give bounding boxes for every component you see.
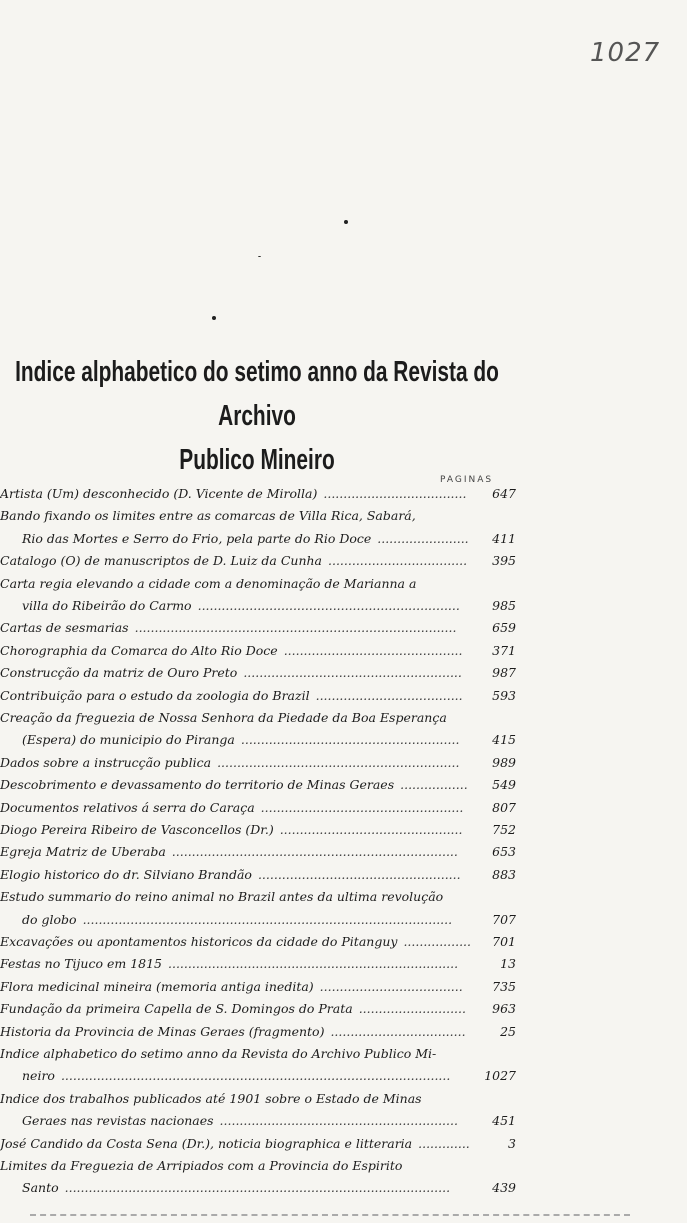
index-entry-page: 963 — [492, 1001, 516, 1017]
index-entry — [0, 822, 520, 844]
index-entry-page: 987 — [492, 665, 516, 681]
index-entry-page: 371 — [492, 642, 516, 658]
index-entry-text: Catalogo (O) de manuscriptos de D. Luiz da Cunha — [0, 553, 322, 569]
title-line-1: Indice alphabetico do setimo anno da Revista do Archivo — [15, 356, 499, 432]
index-entry-page: 549 — [492, 777, 516, 793]
index-entry-text: Fundação da primeira Capella de S. Domingos do Prata — [0, 1001, 353, 1017]
index-entry — [0, 665, 520, 687]
index-entry — [0, 1158, 520, 1180]
dot-leader: ..................................... — [315, 687, 463, 703]
dot-leader: .................................... — [319, 978, 463, 994]
index-entry-text: Cartas de sesmarias — [0, 620, 129, 636]
dot-leader: .................................................................. — [197, 598, 460, 613]
index-entry-page: 439 — [492, 1180, 516, 1196]
index-entry-text: Limites da Freguezia de Arripiados com a Provincia do Espirito — [0, 1158, 403, 1173]
index-entry — [0, 710, 520, 732]
index-entry-text: Chorographia da Comarca do Alto Rio Doce — [0, 642, 278, 658]
dot-leader: ................................... — [328, 553, 468, 569]
index-entry — [0, 934, 520, 956]
index-entry-page: 752 — [492, 822, 516, 837]
index-entry-text: Historia da Provincia de Minas Geraes (fragmento) — [0, 1023, 325, 1039]
index-entry — [0, 531, 520, 553]
index-entry — [0, 1113, 520, 1135]
index-entry-text: Geraes nas revistas nacionaes — [22, 1113, 214, 1129]
index-entry — [0, 576, 520, 598]
index-entry — [0, 777, 520, 799]
dot-leader: .................................... — [323, 486, 467, 501]
dot-leader: ................................................................................. — [134, 620, 457, 636]
dot-leader: ................................................... — [260, 799, 464, 815]
index-entry — [0, 643, 520, 665]
index-entry — [0, 598, 520, 620]
dot-leader: ............. — [418, 1135, 470, 1151]
index-entry-text: Flora medicinal mineira (memoria antiga inedita) — [0, 978, 314, 994]
index-entry-page: 13 — [500, 956, 516, 972]
dot-leader: ....................................................... — [240, 732, 460, 748]
index-entry — [0, 800, 520, 822]
index-entry-text: Elogio historico do dr. Silviano Brandão — [0, 866, 252, 882]
index-entry-text: neiro — [22, 1068, 55, 1084]
index-entry — [0, 1180, 520, 1202]
dot-leader: ........................................................................ — [171, 844, 458, 860]
dot-leader: .................................. — [330, 1023, 466, 1039]
dot-leader: ....................... — [377, 530, 469, 546]
index-entry-page: 415 — [492, 732, 516, 748]
index-entry-page: 25 — [500, 1023, 516, 1039]
ink-speck — [258, 256, 261, 257]
index-entry-page: 3 — [508, 1135, 516, 1151]
index-entry — [0, 508, 520, 530]
index-entry-page: 653 — [492, 844, 516, 860]
dot-leader: ............................................................. — [217, 754, 460, 770]
index-entry-page: 735 — [492, 978, 516, 994]
index-entry-page: 451 — [492, 1113, 516, 1129]
ink-speck — [212, 316, 216, 320]
index-entry-text: Artista (Um) desconhecido (D. Vicente de Mirolla) — [0, 486, 318, 501]
index-entry-page: 707 — [492, 911, 516, 927]
index-entry-text: Dados sobre a instrucção publica — [0, 754, 212, 770]
index-entry-page: 989 — [492, 754, 516, 770]
index-entry-page: 701 — [492, 934, 516, 949]
index-entry-page: 593 — [492, 687, 516, 703]
dot-leader: ............................................. — [283, 642, 463, 658]
index-entry — [0, 956, 520, 978]
index-entry — [0, 1024, 520, 1046]
index-entry-text: villa do Ribeirão do Carmo — [22, 598, 192, 613]
index-entry-page: 659 — [492, 620, 516, 636]
title-line-2: Publico Mineiro — [179, 444, 335, 476]
index-entry — [0, 1091, 520, 1113]
dot-leader: ......................................................................... — [168, 956, 459, 972]
index-entry — [0, 889, 520, 911]
dot-leader: .................................................................................................. — [60, 1068, 451, 1084]
index-entry — [0, 620, 520, 642]
dot-leader: ................................................................................................. — [64, 1180, 451, 1196]
index-entry-text: Descobrimento e devassamento do territorio de Minas Geraes — [0, 777, 395, 793]
index-entry — [0, 912, 520, 934]
index-entry — [0, 553, 520, 575]
index-entry-text: Documentos relativos á serra do Caraça — [0, 799, 255, 815]
ink-speck — [344, 220, 348, 224]
index-entry-text: Bando fixando os limites entre as comarcas de Villa Rica, Sabará, — [0, 508, 416, 524]
index-entry-page: 395 — [492, 553, 516, 569]
index-entry-text: Excavações ou apontamentos historicos da cidade do Pitanguy — [0, 934, 398, 949]
index-entry-text: Construcção da matriz de Ouro Preto — [0, 665, 238, 681]
pages-column-heading: PAGINAS — [440, 475, 494, 485]
dot-leader: ........................... — [358, 1001, 466, 1017]
index-entry-text: Festas no Tijuco em 1815 — [0, 956, 163, 972]
index-entry — [0, 1136, 520, 1158]
index-entry-text: Egreja Matriz de Uberaba — [0, 844, 166, 860]
index-entry — [0, 1001, 520, 1023]
index-entry-text: Estudo summario do reino animal no Brazil antes da ultima revolução — [0, 889, 444, 905]
dot-leader: ................. — [403, 934, 472, 949]
index-entry-text: Diogo Pereira Ribeiro de Vasconcellos (Dr.) — [0, 822, 274, 837]
index-entry-text: Indice dos trabalhos publicados até 1901 sobre o Estado de Minas — [0, 1090, 422, 1106]
index-entry-text: José Candido da Costa Sena (Dr.), noticia biographica e litteraria — [0, 1135, 413, 1151]
index-entry — [0, 1068, 520, 1090]
index-entry-text: Santo — [22, 1180, 59, 1196]
index-entry-page: 883 — [492, 866, 516, 882]
index-entry — [0, 979, 520, 1001]
index-entry-text: Creação da freguezia de Nossa Senhora da Piedade da Boa Esperança — [0, 710, 447, 725]
index-entry-page: 647 — [492, 486, 516, 501]
index-entry-text: Contribuição para o estudo da zoologia do Brazil — [0, 687, 310, 703]
handwritten-page-number: 1027 — [590, 38, 661, 68]
index-entry-page: 1027 — [484, 1068, 516, 1084]
index-entry-page: 985 — [492, 598, 516, 613]
index-entry — [0, 867, 520, 889]
dot-leader: ............................................................................................. — [82, 911, 453, 927]
dot-leader: ............................................................ — [219, 1113, 458, 1129]
index-entry-page: 411 — [492, 530, 516, 546]
index-entry-text: do globo — [22, 911, 77, 927]
index-entry — [0, 844, 520, 866]
index-entry — [0, 688, 520, 710]
index-entry — [0, 486, 520, 508]
index-entry-text: (Espera) do municipio do Piranga — [22, 732, 235, 748]
index-entry — [0, 732, 520, 754]
index-entry — [0, 1046, 520, 1068]
index-entry — [0, 755, 520, 777]
index-entry-text: Rio das Mortes e Serro do Frio, pela parte do Rio Doce — [22, 530, 372, 546]
dot-leader: ................................................... — [257, 866, 461, 882]
index-entry-text: Carta regia elevando a cidade com a denominação de Marianna a — [0, 575, 417, 591]
dot-leader: ....................................................... — [243, 665, 462, 681]
index-entry-page: 807 — [492, 799, 516, 815]
page-title — [5, 350, 509, 482]
index-entry-text: Indice alphabetico do setimo anno da Revista do Archivo Publico Mi- — [0, 1046, 437, 1061]
dot-leader: ................. — [400, 777, 468, 793]
dot-leader: .............................................. — [279, 822, 463, 837]
bottom-edge-artifact — [30, 1214, 630, 1219]
